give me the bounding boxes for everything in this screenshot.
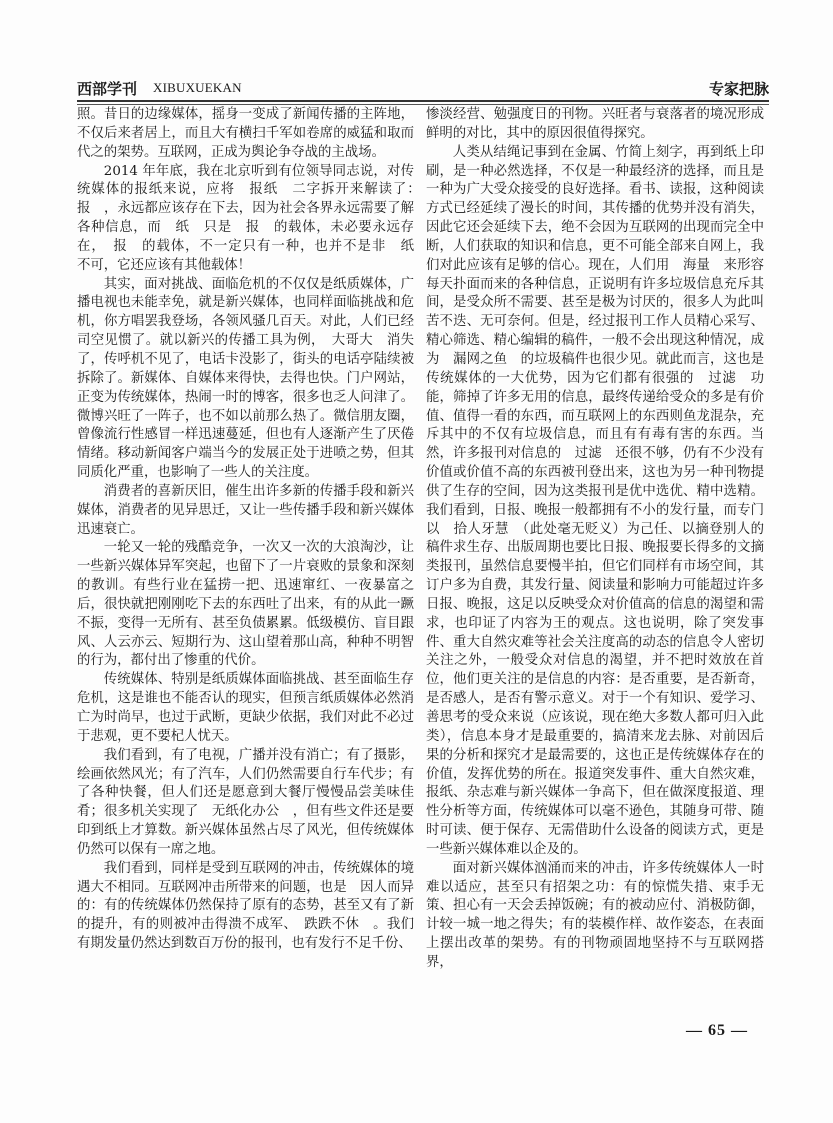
paragraph: 我们看到，有了电视，广播并没有消亡；有了摄影，绘画依然风光；有了汽车，人们仍然需要自行车代步；有了各种快餐，但人们还是愿意到大餐厅慢慢品尝美味佳肴；很多机关实现了 无纸化办公 ，但有些文件还是要印到纸上才算数。新兴媒体虽然占尽了风光，但传统媒体仍然可以保有一席之地。 (77, 747, 414, 857)
header-rule-thick (77, 100, 769, 102)
paragraph: 照。昔日的边缘媒体，摇身一变成了新闻传播的主阵地，不仅后来者居上，而且大有横扫千军如卷席的威猛和取而代之的架势。互联网，正成为舆论争夺战的主战场。 (77, 107, 414, 160)
paragraph: 消费者的喜新厌旧，催生出许多新的传播手段和新兴媒体，消费者的见异思迁，又让一些传播手段和新兴媒体迅速衰亡。 (77, 483, 414, 537)
paragraph: 2014 年年底，我在北京听到有位领导同志说，对传统媒体的报纸来说，应将 报纸 二字拆开来解读了： 报 ，永远都应该存在下去，因为社会各界永远需要了解各种信息，而 纸 只是 报 的载体，未必要永远存在， 报 的载体，不一定只有一种，也并不是非 纸 不可，它还应该有其他载体！ (77, 163, 428, 273)
paragraph: 一轮又一轮的残酷竞争，一次又一次的大浪淘沙，让一些新兴媒体异军突起，也留下了一片衰败的景象和深刻的教训。有些行业在猛捞一把、迅速窜红、一夜暴富之后，很快就把刚刚吃下去的东西吐了出来，有的从此一蹶不振，变得一无所有、甚至负债累累。低级模仿、盲目跟风、人云亦云、短期行为、这山望着那山高，种种不明智的行为，都付出了惨重的代价。 (77, 540, 414, 669)
paragraph: 惨淡经营、勉强度日的刊物。兴旺者与衰落者的境况形成鲜明的对比，其中的原因很值得探究。 (426, 107, 764, 141)
page-number: — 65 — (686, 1022, 748, 1039)
left-column (77, 106, 428, 954)
paragraph: 面对新兴媒体汹涌而来的冲击，许多传统媒体人一时难以适应，甚至只有招架之功：有的惊慌失措、束手无策、担心有一天会丢掉饭碗；有的被动应付、消极防御，计较一城一地之得失；有的装模作样、故作姿态，在表面上摆出改革的架势。有的刊物顽固地坚持不与互联网搭界， (426, 860, 764, 970)
paragraph: 其实，面对挑战、面临危机的不仅仅是纸质媒体，广播电视也未能幸免，就是新兴媒体，也同样面临挑战和危机，你方唱罢我登场，各领风骚几百天。对此，人们已经司空见惯了。就以新兴的传播工具为例， 大哥大 消失了，传呼机不见了，电话卡没影了，街头的电话亭陆续被拆除了。新媒体、自媒体来得快，去得也快。门户网站，正变为传统媒体，热闹一时的博客，很多也乏人问津了。微博兴旺了一阵子，也不如以前那么热了。微信朋友圈，曾像流行性感冒一样迅速蔓延，但也有人逐渐产生了厌倦情绪。移动新闻客户端当今的发展正处于进喷之势，但其同质化严重，也影响了一些人的关注度。 (77, 276, 414, 481)
right-column (426, 106, 764, 973)
section-title: 专家把脉 (708, 80, 769, 98)
header-rule-thin (77, 104, 769, 105)
journal-name-en: XIBUXUEKAN (153, 80, 242, 95)
paragraph: 传统媒体、特别是纸质媒体面临挑战、甚至面临生存危机，这是谁也不能否认的现实，但预言纸质媒体必然消亡为时尚早，也过于武断，更缺少依据，我们对此不必过于悲观，更不要杞人忧天。 (77, 672, 414, 744)
journal-name-cn: 西部学刊 (77, 80, 138, 98)
paragraph: 我们看到，同样是受到互联网的冲击，传统媒体的境遇大不相同。互联网冲击所带来的问题，也是 因人而异的：有的传统媒体仍然保持了原有的态势，甚至又有了新的提升，有的则被冲击得溃不成军、 跌跌不休 。我们有期发量仍然达到数百万份的报刊，也有发行不足千份、 (77, 860, 414, 952)
paragraph: 人类从结绳记事到在金属、竹简上刻字，再到纸上印刷，是一种必然选择，不仅是一种最经济的选择，而且是一种为广大受众接受的良好选择。看书、读报，这种阅读方式已经延续了漫长的时间，其传播的优势并没有消失，因此它还会延续下去，绝不会因为互联网的出现而完全中断，人们获取的知识和信息，更不可能全部来自网上，我们对此应该有足够的信心。现在，人们用 海量 来形容每天扑面而来的各种信息，正说明有许多垃圾信息充斥其间，是受众所不需要、甚至是极为讨厌的，很多人为此叫苦不迭、无可奈何。但是，经过报刊工作人员精心采写、精心筛选、精心编辑的稿件，一般不会出现这种情况，成为 漏网之鱼 的垃圾稿件也很少见。就此而言，这也是传统媒体的一大优势，因为它们都有很强的 过滤 功能，筛掉了许多无用的信息，最终传递给受众的多是有价值、值得一看的东西，而互联网上的东西则鱼龙混杂，充斥其中的不仅有垃圾信息，而且有有毒有害的东西。当然，许多报刊对信息的 过滤 还很不够，仍有不少没有价值或价值不高的东西被刊登出来，这也为另一种刊物提供了生存的空间，因为这类报刊是优中选优、精中选精。我们看到，日报、晚报一般都拥有不小的发行量，而专门以 拾人牙慧 （此处毫无贬义）为己任、以摘登别人的稿件求生存、出版周期也要比日报、晚报要长得多的文摘类报刊，虽然信息要慢半拍，但它们同样有市场空间，其订户多为自费，其发行量、阅读量和影响力可能超过许多日报、晚报，这足以反映受众对价值高的信息的渴望和需求，也印证了内容为王的观点。这也说明，除了突发事件、重大自然灾难等社会关注度高的动态的信息令人密切关注之外，一般受众对信息的渴望，并不把时效放在首位，他们更关注的是信息的内容：是否重要，是否新奇，是否感人，是否有警示意义。对于一个有知识、爱学习、善思考的受众来说（应该说，现在绝大多数人都可归入此类），信息本身才是最重要的，搞清来龙去脉、对前因后果的分析和探究才是最需要的，这也正是传统媒体存在的价值，发挥优势的所在。报道突发事件、重大自然灾难，报纸、杂志难与新兴媒体一争高下，但在做深度报道、理性分析等方面，传统媒体可以毫不逊色，其随身可带、随时可读、便于保存、无需借助什么设备的阅读方式，更是一些新兴媒体难以企及的。 (426, 144, 764, 857)
running-header (77, 78, 769, 100)
